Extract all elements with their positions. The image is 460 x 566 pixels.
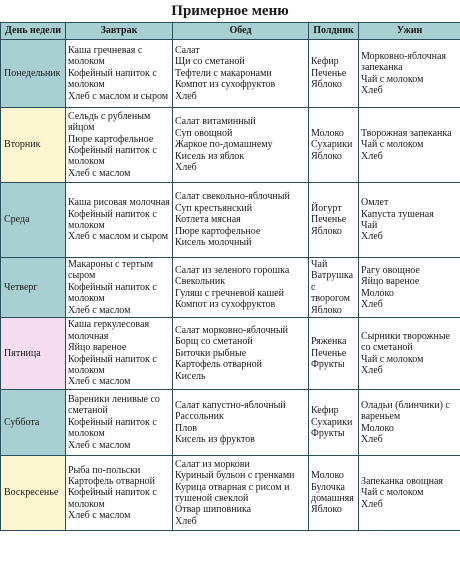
menu-item: домашняя — [311, 493, 354, 505]
breakfast-cell — [66, 258, 173, 318]
menu-item: Вареники ленивые со сметаной — [68, 394, 160, 417]
menu-item: Яйцо вареное — [68, 342, 127, 354]
menu-item: Йогурт — [311, 202, 342, 214]
breakfast-cell — [66, 390, 173, 456]
menu-item: Печенье — [311, 214, 347, 226]
menu-item: Хлеб с маслом — [68, 304, 131, 316]
menu-item: Омлет — [361, 197, 389, 209]
menu-item: Куриный бульон с гренками — [175, 470, 295, 482]
menu-item: Кисель молочный — [175, 237, 252, 249]
header-breakfast: Завтрак — [66, 23, 173, 40]
menu-item: Ватрушка с творогом — [311, 270, 354, 305]
table-row — [1, 40, 460, 108]
menu-item: Курица отварная с рисом и тушеной свеклой — [175, 481, 290, 505]
menu-item: Салат — [175, 44, 200, 56]
day-cell: Понедельник — [1, 40, 66, 108]
day-cell: Суббота — [1, 390, 66, 456]
menu-item: Булочка — [311, 481, 345, 493]
breakfast-cell — [66, 183, 173, 258]
day-cell: Пятница — [1, 318, 66, 390]
menu-item: Суп крестьянский — [175, 202, 253, 214]
lunch-cell — [173, 183, 309, 258]
menu-item: Компот из сухофруктов — [175, 298, 276, 310]
lunch-cell — [173, 108, 309, 183]
menu-item: Хлеб с маслом и сыром — [68, 231, 169, 243]
snack-cell — [309, 456, 359, 531]
menu-item: Капуста тушеная — [361, 208, 434, 220]
menu-item: Жаркое по-домашнему — [175, 139, 273, 151]
menu-item: Кофейный напиток с молоком — [68, 281, 157, 305]
menu-item: Хлеб — [361, 298, 383, 310]
menu-item: Кисель — [175, 370, 206, 382]
menu-item: Кофейный напиток с молоком — [68, 487, 157, 510]
lunch-cell — [173, 318, 309, 390]
menu-item: Каша геркулесовая молочная — [68, 319, 150, 342]
snack-cell — [309, 258, 359, 318]
header-row — [1, 23, 460, 40]
table-row — [1, 183, 460, 258]
menu-item: Салат из зеленого горошка — [175, 264, 290, 276]
menu-item: Чай с молоком — [361, 139, 424, 151]
menu-item: Печенье — [311, 67, 347, 79]
menu-item: Салат из моркови — [175, 458, 250, 470]
header-dinner: Ужин — [359, 23, 460, 40]
snack-cell — [309, 40, 359, 108]
table-row — [1, 456, 460, 531]
menu-item: Сухарики — [311, 139, 353, 151]
dinner-cell — [359, 456, 460, 531]
menu-item: Борщ со сметаной — [175, 336, 253, 348]
header-snack: Полдник — [309, 23, 359, 40]
day-cell: Четверг — [1, 258, 66, 318]
breakfast-cell — [66, 456, 173, 531]
menu-item: Картофель отварной — [175, 359, 263, 371]
menu-item: Гуляш с гречневой кашей — [175, 287, 284, 299]
menu-item: Сухарики — [311, 416, 353, 428]
menu-item: Кефир — [311, 56, 339, 68]
menu-item: Компот из сухофруктов — [175, 79, 276, 91]
menu-item: Молоко — [361, 422, 394, 434]
menu-item: Салат витаминный — [175, 116, 256, 128]
menu-item: Морковно-яблочная запеканка — [361, 50, 446, 74]
menu-item: Рассольник — [175, 411, 224, 423]
menu-item: Свекольник — [175, 276, 226, 288]
menu-item: Молоко — [361, 287, 394, 299]
menu-item: Каша гречневая с молоком — [68, 44, 143, 68]
menu-item: Пюре картофельное — [175, 225, 261, 237]
menu-item: Хлеб — [361, 231, 383, 243]
menu-item: Чай — [361, 220, 378, 231]
menu-item: Салат свекольно-яблочный — [175, 191, 290, 203]
menu-table — [0, 22, 460, 531]
table-row — [1, 390, 460, 456]
menu-item: Кисель из фруктов — [175, 433, 255, 445]
menu-item: Молоко — [311, 470, 344, 482]
menu-item: Сырники творожные со сметаной — [361, 330, 450, 354]
menu-item: Хлеб — [175, 90, 197, 102]
menu-item: Тефтели с макаронами — [175, 67, 272, 79]
menu-item: Чай с молоком — [361, 487, 424, 499]
menu-item: Яблоко — [311, 304, 342, 316]
menu-item: Плов — [175, 422, 197, 434]
menu-item: Хлеб — [361, 364, 383, 376]
menu-item: Щи со сметаной — [175, 56, 245, 68]
lunch-cell — [173, 390, 309, 456]
menu-item: Кофейный напиток с молоком — [68, 67, 157, 91]
menu-item: Хлеб с маслом — [68, 510, 131, 522]
menu-item: Чай — [311, 259, 328, 270]
menu-item: Кисель из яблок — [175, 150, 245, 162]
dinner-cell — [359, 390, 460, 456]
menu-table-body — [1, 40, 460, 531]
snack-cell — [309, 318, 359, 390]
day-cell: Воскресенье — [1, 456, 66, 531]
dinner-cell — [359, 108, 460, 183]
menu-item: Хлеб с маслом — [68, 439, 131, 451]
lunch-cell — [173, 40, 309, 108]
breakfast-cell — [66, 318, 173, 390]
menu-item: Салат морковно-яблочный — [175, 325, 288, 337]
page-title: Примерное меню — [171, 3, 289, 19]
menu-item: Пюре картофельное — [68, 133, 154, 145]
menu-item: Яблоко — [311, 79, 342, 91]
menu-item: Печенье — [311, 347, 347, 359]
table-row — [1, 108, 460, 183]
menu-item: Хлеб — [175, 162, 197, 174]
snack-cell — [309, 108, 359, 183]
menu-item: Оладьи (блинчики) с вареньем — [361, 399, 450, 423]
breakfast-cell — [66, 108, 173, 183]
menu-item: Фрукты — [311, 428, 345, 440]
table-row — [1, 258, 460, 318]
menu-item: Молоко — [311, 127, 344, 139]
snack-cell — [309, 183, 359, 258]
menu-item: Хлеб — [361, 150, 383, 162]
menu-item: Фрукты — [311, 359, 345, 371]
menu-item: Кефир — [311, 405, 339, 417]
menu-item: Салат капустно-яблочный — [175, 399, 286, 411]
menu-item: Яблоко — [311, 504, 342, 516]
lunch-cell — [173, 258, 309, 318]
table-row — [1, 318, 460, 390]
menu-item: Хлеб — [361, 433, 383, 445]
menu-item: Рагу овощное — [361, 264, 420, 276]
menu-item: Сельдь с рубленым яйцом — [68, 110, 151, 134]
menu-item: Ряженка — [311, 336, 347, 348]
day-cell: Среда — [1, 183, 66, 258]
menu-item: Каша рисовая молочная — [68, 197, 170, 209]
snack-cell — [309, 390, 359, 456]
menu-item: Кофейный напиток с молоком — [68, 145, 157, 168]
dinner-cell — [359, 318, 460, 390]
menu-item: Картофель отварной — [68, 475, 156, 487]
menu-item: Кофейный напиток с молоком — [68, 208, 157, 231]
menu-item: Хлеб с маслом — [68, 376, 131, 388]
dinner-cell — [359, 258, 460, 318]
menu-item: Кофейный напиток с молоком — [68, 416, 157, 440]
menu-item: Хлеб — [361, 84, 383, 96]
menu-item: Хлеб — [175, 515, 197, 527]
menu-item: Чай с молоком — [361, 353, 424, 365]
menu-table-header — [1, 23, 460, 40]
menu-item: Отвар шиповника — [175, 504, 252, 516]
header-lunch: Обед — [173, 23, 309, 40]
dinner-cell — [359, 183, 460, 258]
menu-item: Рыба по-польски — [68, 464, 141, 476]
menu-item: Яблоко — [311, 225, 342, 237]
menu-item: Суп овощной — [175, 127, 233, 139]
menu-item: Запеканка овощная — [361, 475, 443, 487]
lunch-cell — [173, 456, 309, 531]
menu-item: Макароны с тертым сыром — [68, 259, 154, 282]
menu-item: Биточки рыбные — [175, 347, 247, 359]
menu-item: Хлеб — [361, 498, 383, 510]
menu-item: Яйцо вареное — [361, 276, 420, 288]
breakfast-cell — [66, 40, 173, 108]
menu-item: Чай с молоком — [361, 73, 424, 85]
day-cell: Вторник — [1, 108, 66, 183]
header-day: День недели — [1, 23, 66, 40]
menu-item: Кофейный напиток с молоком — [68, 353, 157, 376]
menu-item: Яблоко — [311, 150, 342, 162]
dinner-cell — [359, 40, 460, 108]
menu-item: Котлета мясная — [175, 214, 241, 226]
menu-item: Хлеб с маслом — [68, 167, 131, 179]
menu-item: Творожная запеканка — [361, 127, 452, 139]
menu-item: Хлеб с маслом и сыром — [68, 90, 169, 102]
